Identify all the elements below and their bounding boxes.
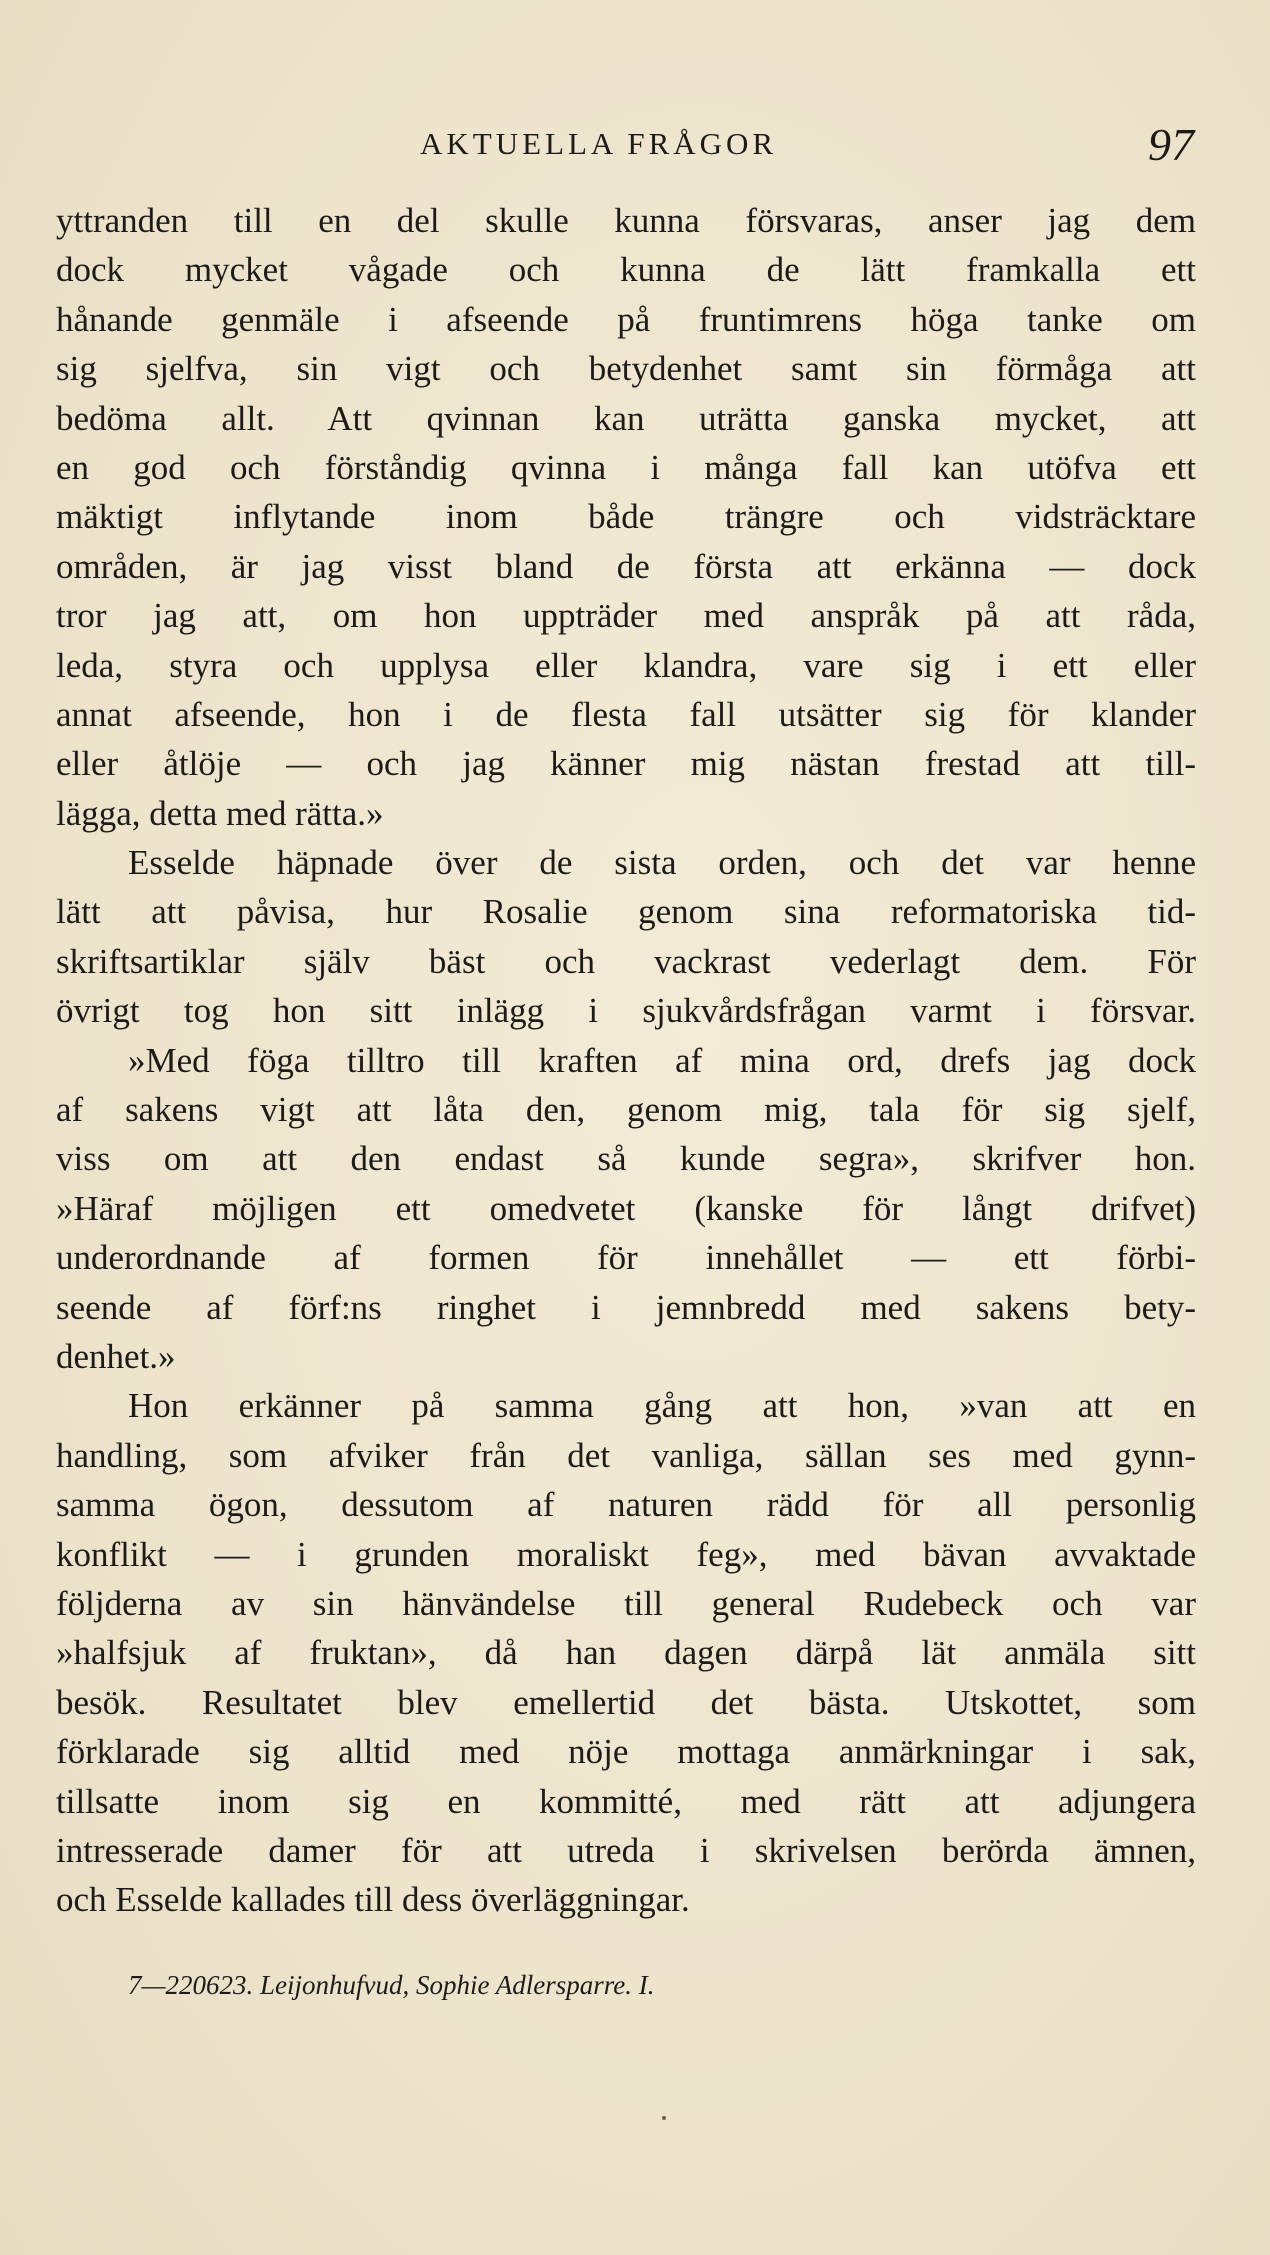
text-line: områden, är jag visst bland de första att erkänna — dock	[56, 546, 1196, 586]
text-line: viss om att den endast så kunde segra», skrifver hon.	[56, 1139, 1196, 1179]
text-line: och Esselde kallades till dess överläggningar.	[56, 1880, 690, 1920]
text-line: lätt att påvisa, hur Rosalie genom sina reformatoriska tid-	[56, 892, 1196, 932]
text-line: yttranden till en del skulle kunna försvaras, anser jag dem	[56, 201, 1196, 240]
paragraph-start-line: Hon erkänner på samma gång att hon, »van att en	[128, 1386, 1196, 1426]
text-line: förklarade sig alltid med nöje mottaga anmärkningar i sak,	[56, 1732, 1196, 1772]
paragraph-start-line: Esselde häpnade över de sista orden, och det var henne	[128, 843, 1196, 883]
paper-speck	[662, 2116, 666, 2120]
text-line: konflikt — i grunden moraliskt feg», med bävan avvaktade	[56, 1534, 1196, 1574]
text-line: bedöma allt. Att qvinnan kan uträtta ganska mycket, att	[56, 398, 1196, 438]
text-line: intresserade damer för att utreda i skrivelsen berörda ämnen,	[56, 1830, 1196, 1870]
text-line: leda, styra och upplysa eller klandra, vare sig i ett eller	[56, 645, 1196, 685]
text-line: dock mycket vågade och kunna de lätt framkalla ett	[56, 250, 1196, 290]
paragraph-start-line: »Med föga tilltro till kraften af mina ord, drefs jag dock	[128, 1040, 1196, 1080]
text-line: mäktigt inflytande inom både trängre och vidsträcktare	[56, 497, 1196, 537]
text-line: lägga, detta med rätta.»	[56, 793, 384, 833]
text-line: handling, som afviker från det vanliga, sällan ses med gynn-	[56, 1435, 1196, 1475]
text-line: samma ögon, dessutom af naturen rädd för all personlig	[56, 1485, 1196, 1525]
text-line: »Häraf möjligen ett omedvetet (kanske för långt drifvet)	[56, 1188, 1196, 1228]
text-line: besök. Resultatet blev emellertid det bästa. Utskottet, som	[56, 1682, 1196, 1722]
text-line: hånande genmäle i afseende på fruntimrens höga tanke om	[56, 299, 1196, 339]
printer-signature: 7—220623. Leijonhufvud, Sophie Adlersparre. I.	[128, 1970, 655, 2000]
text-line: underordnande af formen för innehållet — ett förbi-	[56, 1238, 1196, 1278]
body-text	[56, 196, 1196, 1925]
running-head	[0, 118, 1270, 178]
running-title: AKTUELLA FRÅGOR	[420, 126, 778, 161]
text-line: följderna av sin hänvändelse till general Rudebeck och var	[56, 1583, 1196, 1623]
text-line: eller åtlöje — och jag känner mig nästan frestad att till-	[56, 744, 1196, 784]
text-line: af sakens vigt att låta den, genom mig, tala för sig sjelf,	[56, 1090, 1196, 1130]
text-line: skriftsartiklar själv bäst och vackrast vederlagt dem. För	[56, 941, 1196, 981]
text-line: sig sjelfva, sin vigt och betydenhet samt sin förmåga att	[56, 349, 1196, 389]
text-line: tror jag att, om hon uppträder med anspråk på att råda,	[56, 596, 1196, 636]
text-line: »halfsjuk af fruktan», då han dagen därpå lät anmäla sitt	[56, 1633, 1196, 1673]
text-line: denhet.»	[56, 1336, 176, 1376]
text-line: annat afseende, hon i de flesta fall utsätter sig för klander	[56, 694, 1196, 734]
text-line: en god och förståndig qvinna i många fall kan utöfva ett	[56, 447, 1196, 487]
page-number: 97	[1148, 119, 1194, 170]
text-line: seende af förf:ns ringhet i jemnbredd med sakens bety-	[56, 1287, 1196, 1327]
text-line: tillsatte inom sig en kommitté, med rätt att adjungera	[56, 1781, 1196, 1821]
text-line: övrigt tog hon sitt inlägg i sjukvårdsfrågan varmt i försvar.	[56, 991, 1196, 1031]
